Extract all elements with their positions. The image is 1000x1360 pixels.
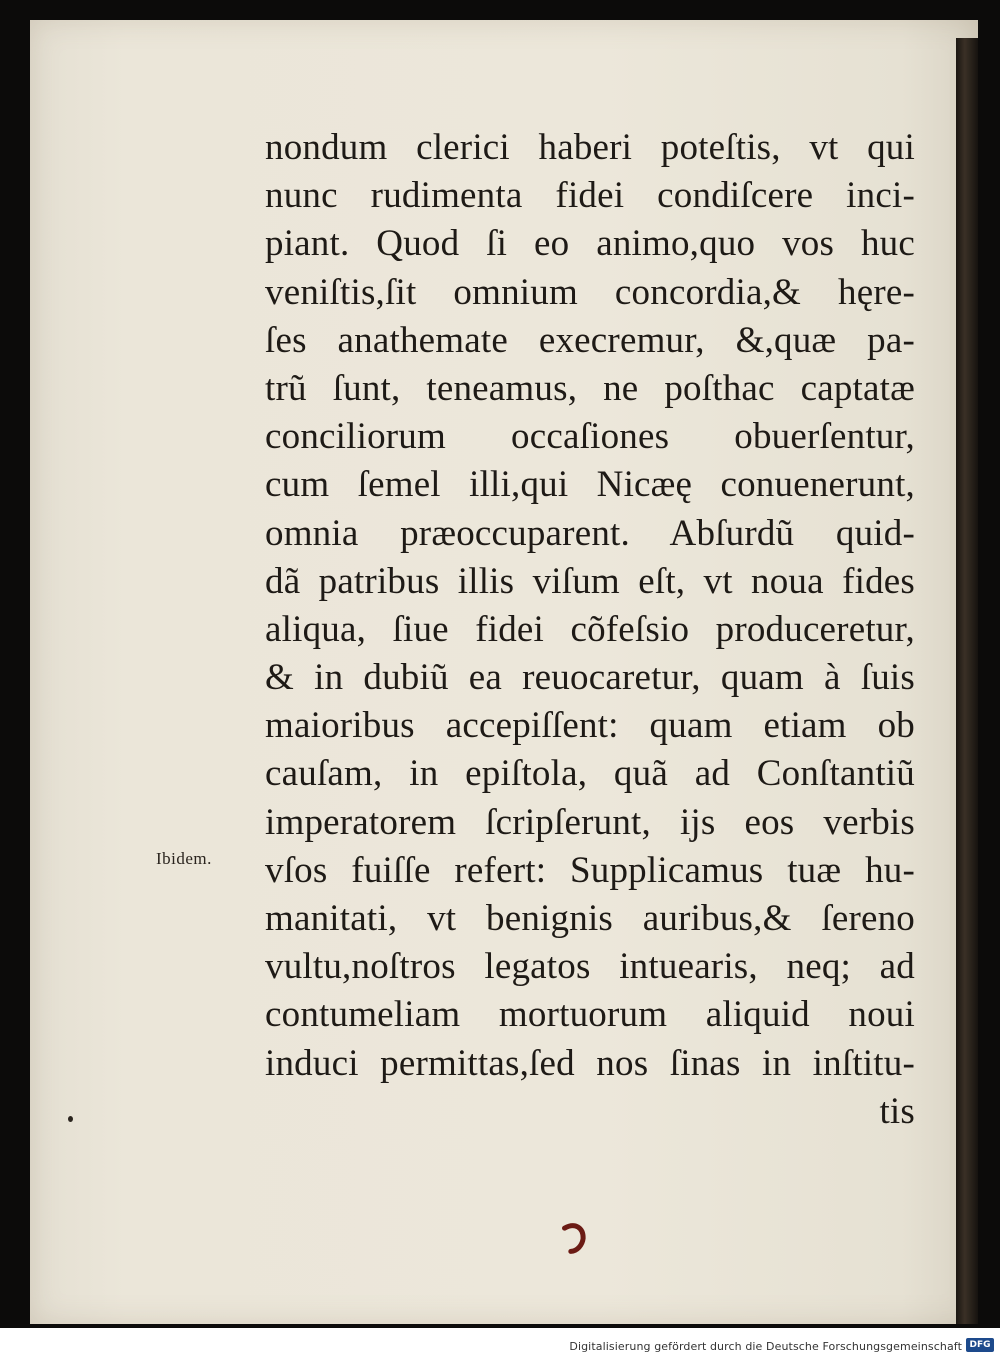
digitization-credit: Digitalisierung gefördert durch die Deutsche Forschungsgemeinschaft [569,1340,962,1353]
text-line: trũ ſunt, teneamus, ne poſthac captatæ [265,367,915,409]
ink-dot-mark [68,1116,73,1122]
text-line: conciliorum occaſiones obuerſentur, [265,416,915,458]
text-line: induci permittas,ſed nos ſinas in inſtitu- [265,1042,915,1084]
margin-note: Ibidem. [156,849,212,868]
book-page [30,20,978,1324]
text-line: contumeliam mortuorum aliquid noui [265,994,915,1036]
text-block [265,124,915,1136]
text-line: ſes anathemate execremur, &,quæ pa- [265,319,915,361]
text-line: veniſtis,ſit omnium concordia,& hęre- [265,271,915,313]
text-line: cauſam, in epiſtola, quã ad Conſtantiũ [265,753,915,795]
ink-mark-icon [552,1210,603,1261]
text-line: & in dubiũ ea reuocaretur, quam à ſuis [265,657,915,699]
text-line: nondum clerici haberi poteſtis, vt qui [265,127,915,168]
text-line: aliqua, ſiue fidei cõfeſsio produceretur, [265,608,915,650]
page-binding-edge [956,38,978,1324]
text-line: dã patribus illis viſum eſt, vt noua fides [265,560,915,602]
text-line: vſos fuiſſe refert: Supplicamus tuæ hu- [265,849,915,891]
text-line: omnia præoccuparent. Abſurdũ quid- [265,512,915,554]
text-line: cum ſemel illi,qui Nicæę conuenerunt, [265,464,915,506]
text-line: piant. Quod ſi eo animo,quo vos huc [265,223,915,265]
text-line: imperatorem ſcripſerunt, ijs eos verbis [265,801,915,843]
text-line: nunc rudimenta fidei condiſcere inci- [265,175,915,217]
dfg-logo: DFG [966,1338,994,1352]
catchword: tis [879,1090,915,1132]
text-line: manitati, vt benignis auribus,& ſereno [265,898,915,939]
text-line: vultu,noſtros legatos intuearis, neq; ad [265,946,915,988]
text-line: maioribus accepiſſent: quam etiam ob [265,705,915,747]
